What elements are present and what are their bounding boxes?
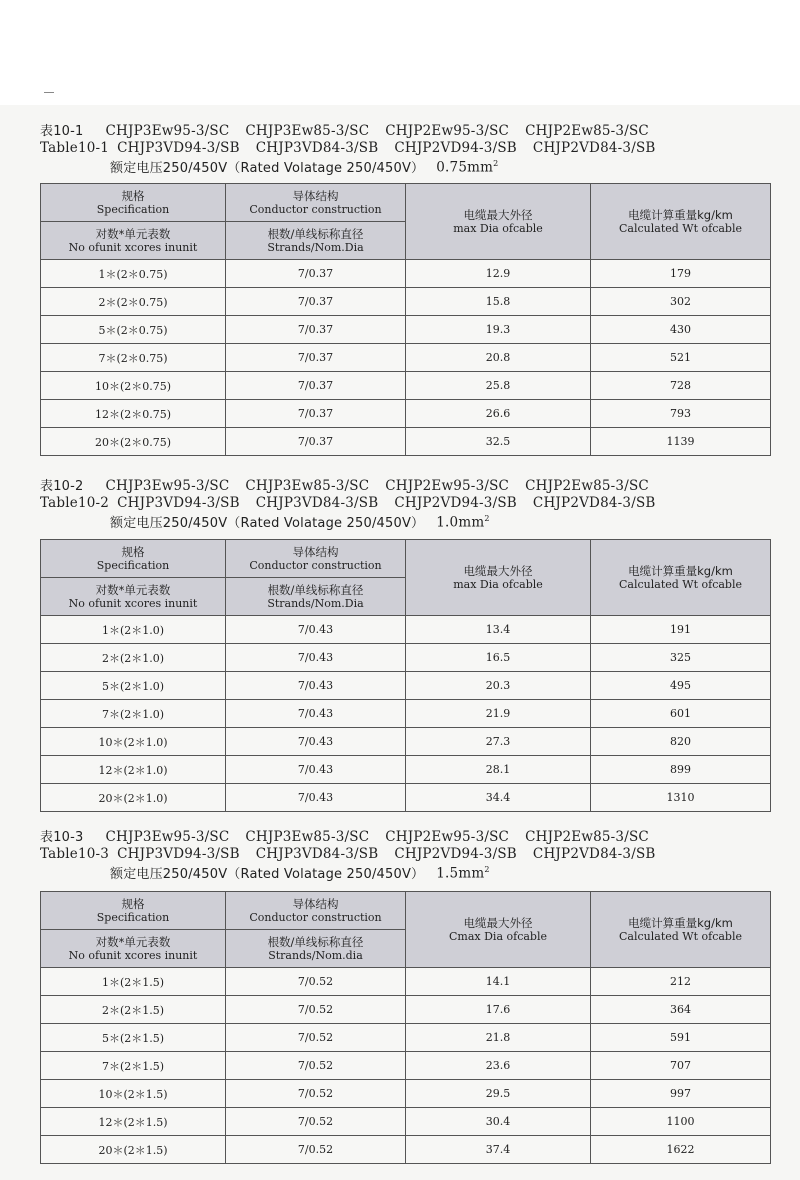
- cell-strands: 7/0.52: [226, 968, 406, 996]
- header-weight: [591, 184, 771, 260]
- cell-wt: 325: [591, 644, 771, 672]
- header-units-cn: 对数*单元表数: [95, 226, 171, 241]
- table-row: [41, 316, 771, 344]
- cell-strands: 7/0.43: [226, 728, 406, 756]
- cell-dia: 34.4: [406, 784, 591, 812]
- cell-wt: 601: [591, 700, 771, 728]
- header-max-dia-en: max Dia ofcable: [453, 577, 543, 591]
- cell-dia: 29.5: [406, 1080, 591, 1108]
- header-units-en: No ofunit xcores inunit: [68, 948, 198, 962]
- header-spec: [41, 540, 226, 578]
- cell-spec: 12＊(2＊1.0): [41, 756, 226, 784]
- cell-wt: 191: [591, 616, 771, 644]
- cell-dia: 21.8: [406, 1024, 591, 1052]
- cell-spec: 1＊(2＊1.0): [41, 616, 226, 644]
- rated-voltage-text: 额定电压250/450V（Rated Volatage 250/450V）: [110, 866, 425, 882]
- table-label-en: Table10-3: [40, 846, 110, 862]
- cell-strands: 7/0.37: [226, 288, 406, 316]
- header-spec-en: Specification: [96, 202, 170, 216]
- model-code: CHJP3VD84-3/SB: [255, 140, 379, 156]
- cell-dia: 25.8: [406, 372, 591, 400]
- header-conductor-en: Conductor construction: [249, 202, 382, 216]
- header-spec-cn: 规格: [121, 544, 145, 559]
- rated-voltage-text: 额定电压250/450V（Rated Volatage 250/450V）: [110, 515, 425, 531]
- cell-dia: 14.1: [406, 968, 591, 996]
- model-code: CHJP2Ew85-3/SC: [525, 829, 649, 845]
- header-strands-cn: 根数/单线标称直径: [267, 934, 364, 949]
- header-row: [41, 184, 771, 222]
- model-code: CHJP2Ew85-3/SC: [525, 123, 649, 139]
- cell-wt: 591: [591, 1024, 771, 1052]
- cell-strands: 7/0.37: [226, 428, 406, 456]
- table-label-en: Table10-1: [40, 140, 110, 156]
- cell-dia: 26.6: [406, 400, 591, 428]
- table-label-cn: 表10-1: [40, 124, 84, 139]
- cell-strands: 7/0.43: [226, 700, 406, 728]
- table-row: [41, 728, 771, 756]
- cell-strands: 7/0.43: [226, 784, 406, 812]
- table-row: [41, 372, 771, 400]
- header-max-dia: [406, 184, 591, 260]
- table-label-cn: 表10-3: [40, 830, 84, 845]
- cell-wt: 1310: [591, 784, 771, 812]
- rated-voltage: [40, 862, 770, 883]
- header-spec-en: Specification: [96, 910, 170, 924]
- cell-spec: 7＊(2＊1.5): [41, 1052, 226, 1080]
- header-max-dia-cn: 电缆最大外径: [463, 915, 533, 930]
- title-line-cn: [40, 123, 770, 140]
- header-conductor: [226, 540, 406, 578]
- header-weight-en: Calculated Wt ofcable: [619, 929, 742, 943]
- model-code: CHJP2VD94-3/SB: [394, 846, 517, 862]
- header-strands: [226, 222, 406, 260]
- table-section: [40, 829, 770, 883]
- cell-dia: 21.9: [406, 700, 591, 728]
- cell-strands: 7/0.52: [226, 1108, 406, 1136]
- table-row: [41, 428, 771, 456]
- table-row: [41, 616, 771, 644]
- table-label-en: Table10-2: [40, 495, 110, 511]
- header-conductor: [226, 184, 406, 222]
- model-code: CHJP2Ew95-3/SC: [385, 478, 510, 494]
- cell-strands: 7/0.52: [226, 1136, 406, 1164]
- title-line-cn: [40, 478, 770, 495]
- table-row: [41, 672, 771, 700]
- cell-strands: 7/0.52: [226, 1080, 406, 1108]
- cell-dia: 37.4: [406, 1136, 591, 1164]
- table-row: [41, 756, 771, 784]
- header-strands-en: Strands/Nom.Dia: [267, 596, 364, 610]
- cell-dia: 30.4: [406, 1108, 591, 1136]
- conductor-size-sup: 2: [484, 514, 490, 523]
- header-weight-cn: 电缆计算重量kg/km: [628, 207, 733, 222]
- cell-dia: 28.1: [406, 756, 591, 784]
- model-code: CHJP2VD84-3/SB: [532, 846, 656, 862]
- cell-wt: 820: [591, 728, 771, 756]
- header-units-cn: 对数*单元表数: [95, 934, 171, 949]
- model-code: CHJP3VD84-3/SB: [255, 846, 379, 862]
- cell-spec: 7＊(2＊1.0): [41, 700, 226, 728]
- header-conductor-en: Conductor construction: [249, 910, 382, 924]
- cell-wt: 1100: [591, 1108, 771, 1136]
- header-units: [41, 578, 226, 616]
- cell-wt: 793: [591, 400, 771, 428]
- title-line-en: [40, 846, 770, 862]
- cell-wt: 1139: [591, 428, 771, 456]
- model-code: CHJP2VD84-3/SB: [532, 495, 656, 511]
- model-code: CHJP3VD94-3/SB: [117, 495, 240, 511]
- cell-dia: 12.9: [406, 260, 591, 288]
- cell-strands: 7/0.43: [226, 616, 406, 644]
- model-code: CHJP3Ew85-3/SC: [245, 829, 370, 845]
- cell-wt: 364: [591, 996, 771, 1024]
- header-row: [41, 540, 771, 578]
- header-spec: [41, 892, 226, 930]
- header-conductor: [226, 892, 406, 930]
- cell-spec: 10＊(2＊1.5): [41, 1080, 226, 1108]
- header-units: [41, 930, 226, 968]
- cell-wt: 1622: [591, 1136, 771, 1164]
- cell-strands: 7/0.43: [226, 756, 406, 784]
- model-code: CHJP3Ew95-3/SC: [105, 478, 230, 494]
- cell-spec: 20＊(2＊0.75): [41, 428, 226, 456]
- header-strands: [226, 930, 406, 968]
- spec-table: [40, 539, 771, 812]
- cell-spec: 5＊(2＊1.0): [41, 672, 226, 700]
- cell-spec: 2＊(2＊1.0): [41, 644, 226, 672]
- cell-strands: 7/0.37: [226, 400, 406, 428]
- cell-wt: 997: [591, 1080, 771, 1108]
- cell-dia: 17.6: [406, 996, 591, 1024]
- cell-wt: 899: [591, 756, 771, 784]
- table-row: [41, 996, 771, 1024]
- model-code: CHJP2VD94-3/SB: [394, 140, 517, 156]
- table-row: [41, 1024, 771, 1052]
- cell-dia: 20.3: [406, 672, 591, 700]
- header-weight-en: Calculated Wt ofcable: [619, 221, 742, 235]
- cell-wt: 707: [591, 1052, 771, 1080]
- table-row: [41, 1052, 771, 1080]
- cell-wt: 495: [591, 672, 771, 700]
- header-row: [41, 892, 771, 930]
- table-row: [41, 1108, 771, 1136]
- model-code: CHJP2VD84-3/SB: [532, 140, 656, 156]
- header-max-dia: [406, 540, 591, 616]
- cell-spec: 5＊(2＊1.5): [41, 1024, 226, 1052]
- model-code: CHJP3Ew95-3/SC: [105, 123, 230, 139]
- header-max-dia-cn: 电缆最大外径: [463, 207, 533, 222]
- cell-spec: 2＊(2＊0.75): [41, 288, 226, 316]
- model-code: CHJP3Ew95-3/SC: [105, 829, 230, 845]
- table-row: [41, 644, 771, 672]
- header-spec-cn: 规格: [121, 188, 145, 203]
- cell-strands: 7/0.52: [226, 996, 406, 1024]
- header-max-dia: [406, 892, 591, 968]
- title-line-en: [40, 495, 770, 511]
- conductor-size-sup: 2: [484, 865, 490, 874]
- cell-strands: 7/0.52: [226, 1024, 406, 1052]
- cell-dia: 27.3: [406, 728, 591, 756]
- cell-strands: 7/0.43: [226, 672, 406, 700]
- table-section: [40, 478, 770, 532]
- table-row: [41, 344, 771, 372]
- cell-spec: 2＊(2＊1.5): [41, 996, 226, 1024]
- header-weight: [591, 892, 771, 968]
- model-code: CHJP2Ew95-3/SC: [385, 829, 510, 845]
- spec-table: [40, 183, 771, 456]
- cell-dia: 15.8: [406, 288, 591, 316]
- model-code: CHJP3VD94-3/SB: [117, 140, 240, 156]
- header-units-en: No ofunit xcores inunit: [68, 596, 198, 610]
- header-spec-en: Specification: [96, 558, 170, 572]
- model-code: CHJP3VD94-3/SB: [117, 846, 240, 862]
- table-section: [40, 123, 770, 177]
- cell-spec: 10＊(2＊1.0): [41, 728, 226, 756]
- header-strands-en: Strands/Nom.Dia: [267, 240, 364, 254]
- conductor-size-sup: 2: [493, 159, 499, 168]
- model-code: CHJP3VD84-3/SB: [255, 495, 379, 511]
- header-strands-en: Strands/Nom.dia: [268, 948, 363, 962]
- spec-table: [40, 891, 771, 1164]
- header-conductor-cn: 导体结构: [292, 896, 339, 911]
- table-row: [41, 784, 771, 812]
- cell-wt: 728: [591, 372, 771, 400]
- table-row: [41, 1080, 771, 1108]
- cell-strands: 7/0.52: [226, 1052, 406, 1080]
- header-max-dia-en: Cmax Dia ofcable: [449, 929, 547, 943]
- table-label-cn: 表10-2: [40, 479, 84, 494]
- cell-strands: 7/0.37: [226, 316, 406, 344]
- cell-spec: 20＊(2＊1.0): [41, 784, 226, 812]
- table-row: [41, 400, 771, 428]
- cell-dia: 32.5: [406, 428, 591, 456]
- header-units-en: No ofunit xcores inunit: [68, 240, 198, 254]
- cell-dia: 20.8: [406, 344, 591, 372]
- cell-wt: 521: [591, 344, 771, 372]
- cell-spec: 12＊(2＊1.5): [41, 1108, 226, 1136]
- table-row: [41, 968, 771, 996]
- cell-dia: 23.6: [406, 1052, 591, 1080]
- cell-dia: 16.5: [406, 644, 591, 672]
- table-row: [41, 260, 771, 288]
- cell-strands: 7/0.37: [226, 344, 406, 372]
- title-line-en: [40, 140, 770, 156]
- cell-spec: 5＊(2＊0.75): [41, 316, 226, 344]
- cell-spec: 7＊(2＊0.75): [41, 344, 226, 372]
- cell-spec: 1＊(2＊0.75): [41, 260, 226, 288]
- model-code: CHJP2Ew95-3/SC: [385, 123, 510, 139]
- cell-wt: 179: [591, 260, 771, 288]
- rated-voltage: [40, 156, 770, 177]
- cell-spec: 12＊(2＊0.75): [41, 400, 226, 428]
- table-row: [41, 288, 771, 316]
- cell-strands: 7/0.43: [226, 644, 406, 672]
- rated-voltage-text: 额定电压250/450V（Rated Volatage 250/450V）: [110, 160, 425, 176]
- rated-voltage: [40, 511, 770, 532]
- header-max-dia-cn: 电缆最大外径: [463, 563, 533, 578]
- cell-spec: 20＊(2＊1.5): [41, 1136, 226, 1164]
- header-units: [41, 222, 226, 260]
- header-conductor-cn: 导体结构: [292, 188, 339, 203]
- header-weight: [591, 540, 771, 616]
- header-max-dia-en: max Dia ofcable: [453, 221, 543, 235]
- header-conductor-en: Conductor construction: [249, 558, 382, 572]
- model-code: CHJP3Ew85-3/SC: [245, 123, 370, 139]
- cell-spec: 10＊(2＊0.75): [41, 372, 226, 400]
- header-weight-cn: 电缆计算重量kg/km: [628, 563, 733, 578]
- header-strands: [226, 578, 406, 616]
- model-code: CHJP2Ew85-3/SC: [525, 478, 649, 494]
- conductor-size: 1.5mm: [436, 865, 485, 882]
- cell-strands: 7/0.37: [226, 372, 406, 400]
- header-spec-cn: 规格: [121, 896, 145, 911]
- header-weight-en: Calculated Wt ofcable: [619, 577, 742, 591]
- cell-wt: 212: [591, 968, 771, 996]
- cell-spec: 1＊(2＊1.5): [41, 968, 226, 996]
- header-spec: [41, 184, 226, 222]
- header-strands-cn: 根数/单线标称直径: [267, 582, 364, 597]
- scan-mark: [44, 92, 54, 93]
- cell-wt: 430: [591, 316, 771, 344]
- header-weight-cn: 电缆计算重量kg/km: [628, 915, 733, 930]
- table-row: [41, 1136, 771, 1164]
- cell-wt: 302: [591, 288, 771, 316]
- header-conductor-cn: 导体结构: [292, 544, 339, 559]
- cell-dia: 19.3: [406, 316, 591, 344]
- title-line-cn: [40, 829, 770, 846]
- model-code: CHJP3Ew85-3/SC: [245, 478, 370, 494]
- header-strands-cn: 根数/单线标称直径: [267, 226, 364, 241]
- conductor-size: 1.0mm: [436, 514, 485, 531]
- header-units-cn: 对数*单元表数: [95, 582, 171, 597]
- cell-strands: 7/0.37: [226, 260, 406, 288]
- conductor-size: 0.75mm: [436, 159, 494, 176]
- model-code: CHJP2VD94-3/SB: [394, 495, 517, 511]
- cell-dia: 13.4: [406, 616, 591, 644]
- table-row: [41, 700, 771, 728]
